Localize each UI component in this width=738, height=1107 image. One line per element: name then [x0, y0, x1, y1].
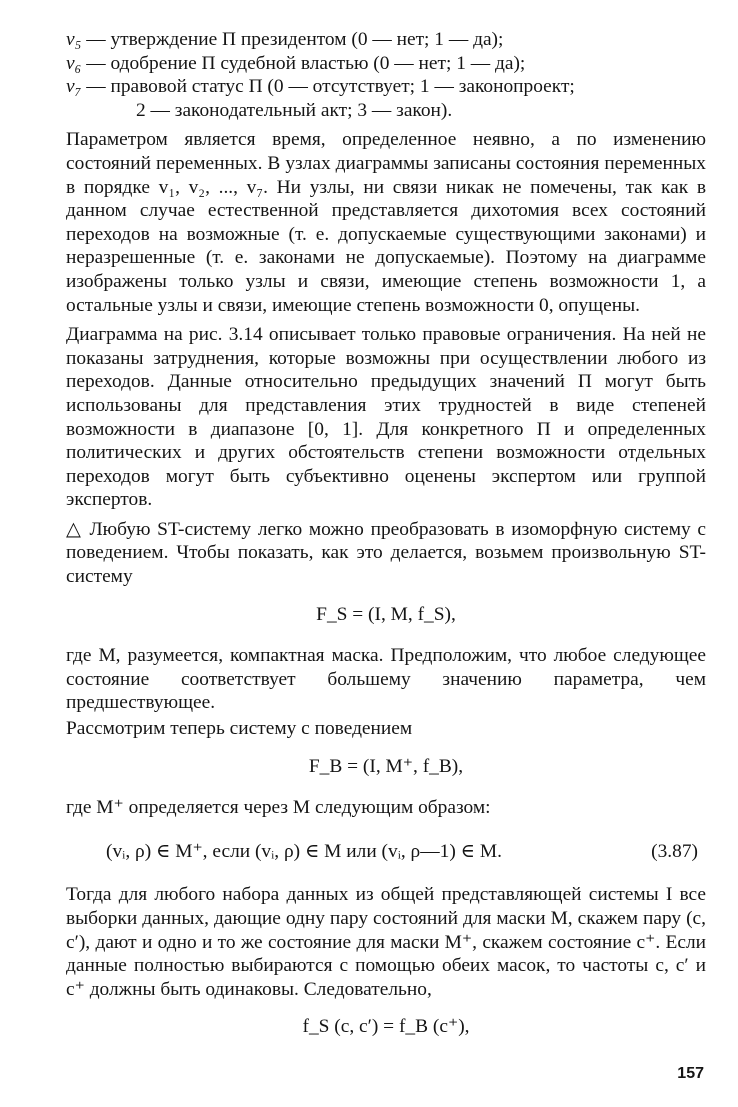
variable-item: [66, 75, 706, 99]
variable-item: [66, 28, 706, 52]
variable-text: — утверждение П президентом (0 — нет; 1 — да);: [86, 29, 504, 50]
paragraph-delta: △ Любую ST-систему легко можно преобразовать в изоморфную систему с поведением. Чтобы показать, как это делается, возьмем произвольную ST-систему: [66, 518, 706, 588]
variable-text: — одобрение П судебной властью (0 — нет; 1 — да);: [86, 52, 526, 74]
paragraph: где M⁺ определяется через M следующим образом:: [66, 797, 491, 819]
page-number: 157: [677, 1065, 704, 1082]
variable-name: v₆: [66, 52, 82, 74]
equation-body: (vᵢ, ρ) ∈ M⁺, если (vᵢ, ρ) ∈ M или (vᵢ, ρ—1) ∈ M.: [106, 840, 502, 862]
formula-fs-fb: f_S (c, c′) = f_B (c⁺),: [302, 1016, 470, 1038]
variable-text: — правовой статус П (0 — отсутствует; 1 — законопроект;: [86, 76, 575, 98]
paragraph: Параметром является время, определенное неявно, а по изменению состояний переменных. В узлах диаграммы записаны состояния переменных в порядке v₁, v₂, ..., v₇. Ни узлы, ни связи никак не помечены, так как в данном случае естественной представляется дихотомия всех состояний переходов на возможные (т. е. допускаемые существующими законами) и неразрешенные (т. е. законами не допускаемые). Поэтому на диаграмме изображены только узлы и связи, имеющие степень возможности 1, а остальные узлы и связи, имеющие степень возможности 0, опущены.: [66, 129, 706, 316]
variable-item: [66, 52, 706, 76]
formula-fs: F_S = (I, M, f_S),: [316, 603, 456, 625]
equation-3-87: [66, 840, 706, 864]
paragraph: где M, разумеется, компактная маска. Предположим, что любое следующее состояние соответствует большему значению параметра, чем предшествующее.: [66, 645, 706, 714]
page-body: [66, 28, 706, 1053]
paragraph: Тогда для любого набора данных из общей представляющей системы I все выборки данных, дающие одну пару состояний для маски M, скажем пару (c, c′), дают и одно и то же состояние для маски M⁺, скажем состояние c⁺. Если данные полностью выбираются с помощью обеих масок, то частоты c, c′ и c⁺ должны быть одинаковы. Следовательно,: [66, 884, 706, 1000]
variable-list: [66, 28, 706, 122]
paragraph: Диаграмма на рис. 3.14 описывает только правовые ограничения. На ней не показаны затруднения, которые возможны при осуществлении любого из переходов. Данные относительно предыдущих значений П могут быть использованы для представления этих трудностей в виде степеней возможности в диапазоне [0, 1]. Для конкретного П и определенных политических и других обстоятельств степени возможности отдельных переходов могут быть субъективно оценены экспертом или группой экспертов.: [66, 324, 706, 511]
variable-name: v₅: [66, 29, 82, 50]
equation-number: (3.87): [651, 840, 698, 862]
variable-name: v₇: [66, 76, 82, 98]
variable-item-continuation: 2 — законодательный акт; 3 — закон).: [136, 99, 453, 121]
paragraph: Рассмотрим теперь систему с поведением: [66, 718, 413, 740]
formula-fb: F_B = (I, M⁺, f_B),: [308, 755, 464, 777]
